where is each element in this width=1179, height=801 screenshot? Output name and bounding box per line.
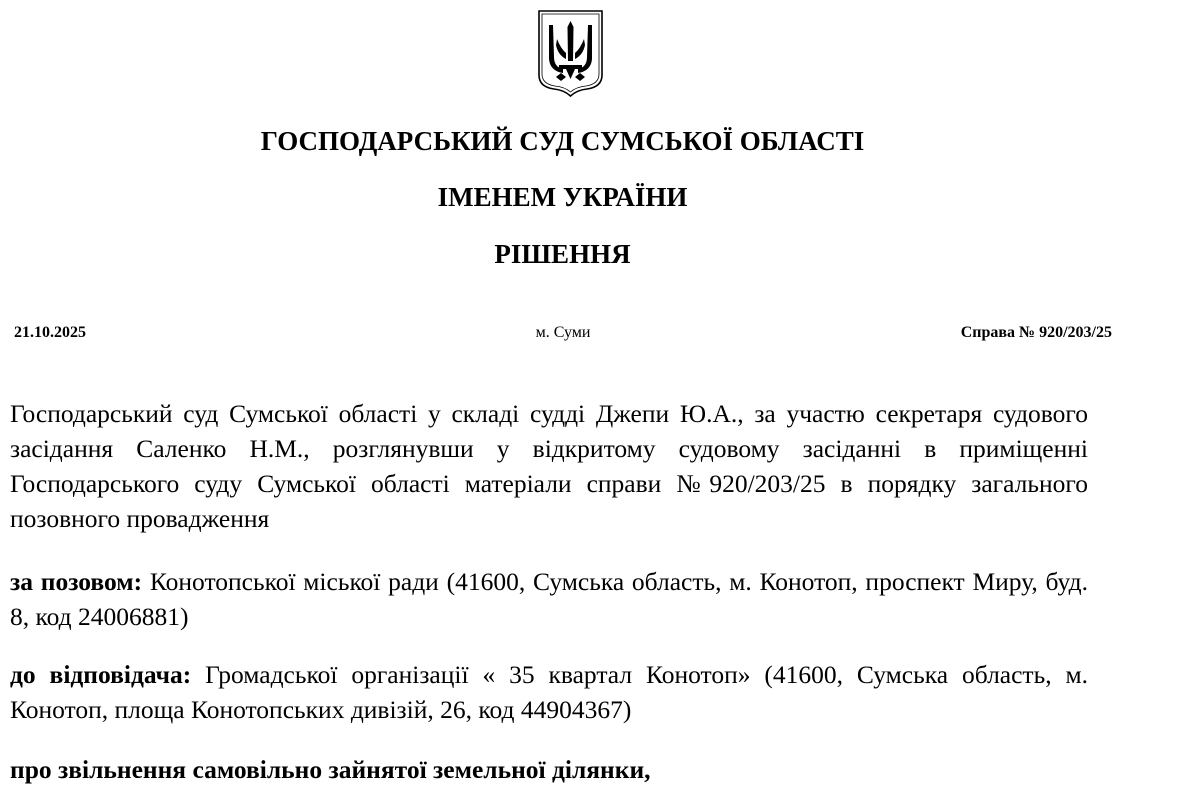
in-name-of-ukraine-heading: ІМЕНЕМ УКРАЇНИ xyxy=(437,182,688,212)
decision-city: м. Суми xyxy=(535,324,591,341)
defendant-paragraph xyxy=(10,657,1088,727)
defendant-label: до відповідача: xyxy=(10,660,192,689)
decision-date: 21.10.2025 xyxy=(14,324,86,341)
document-meta-row xyxy=(14,322,1112,344)
tryzub-coat-of-arms-icon xyxy=(537,9,604,97)
plaintiff-text: Конотопської міської ради (41600, Сумська область, м. Конотоп, проспект Миру, буд. 8, код 24006881) xyxy=(10,567,1089,631)
subject-paragraph: про звільнення самовільно зайнятої земельної ділянки, xyxy=(10,755,651,784)
coat-of-arms-emblem xyxy=(537,9,604,97)
document-type-heading: РІШЕННЯ xyxy=(494,239,631,269)
plaintiff-paragraph xyxy=(10,564,1088,634)
plaintiff-label: за позовом: xyxy=(10,567,143,596)
court-name-heading: ГОСПОДАРСЬКИЙ СУД СУМСЬКОЇ ОБЛАСТІ xyxy=(260,126,865,156)
case-number: Справа № 920/203/25 xyxy=(960,324,1112,341)
defendant-text: Громадської організації « 35 квартал Конотоп» (41600, Сумська область, м. Конотоп, площа Конотопських дивізій, 26, код 44904367) xyxy=(10,660,1088,724)
intro-paragraph: Господарський суд Сумської області у складі судді Джепи Ю.А., за участю секретаря судового засідання Саленко Н.М., розглянувши у відкритому судовому засіданні в приміщенні Господарського суду Сумської області матеріали справи №920/203/25 в порядку загального позовного провадження xyxy=(10,399,1088,533)
